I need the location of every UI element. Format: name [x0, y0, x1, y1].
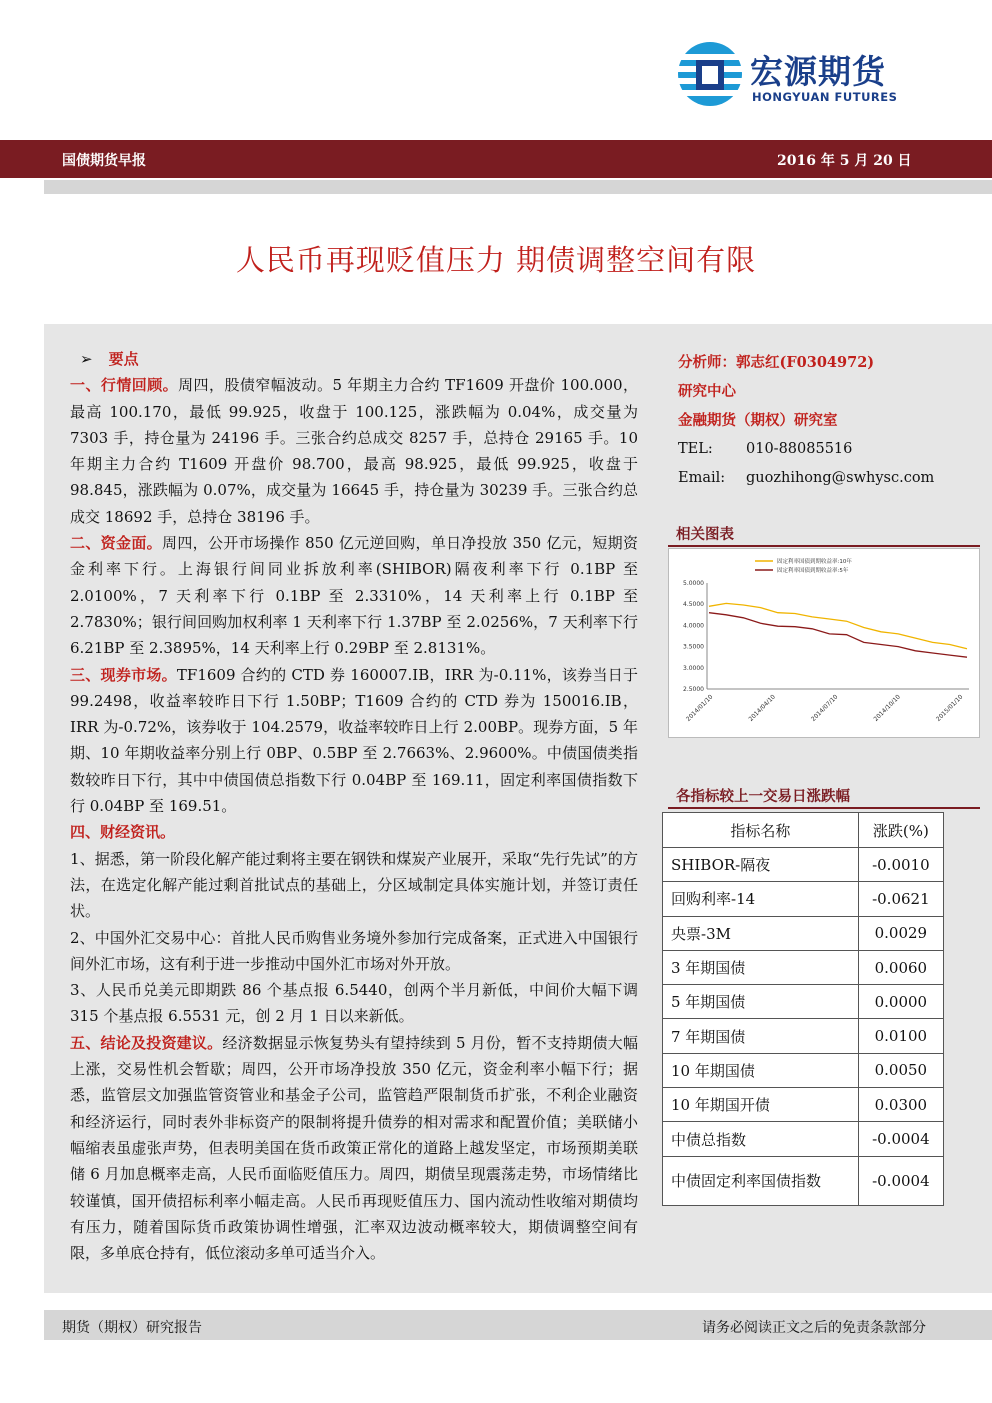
arrow-bullet-icon: ➢: [80, 350, 93, 368]
company-logo: [676, 40, 926, 110]
header-bar: [0, 140, 992, 178]
analyst-subdept: 金融期货（期权）研究室: [678, 412, 838, 429]
y-tick-label: 3.0000: [683, 664, 704, 672]
analyst-dept: 研究中心: [678, 383, 736, 400]
brand-name-cn: 宏源期货: [750, 52, 886, 91]
indicator-name: 5 年期国债: [663, 985, 859, 1019]
indicator-name: 10 年期国债: [663, 1053, 859, 1087]
y-tick-label: 2.5000: [683, 686, 704, 693]
footer-disclaimer: 请务必阅读正文之后的免责条款部分: [702, 1320, 926, 1336]
header-divider: [44, 180, 992, 194]
x-tick-label: 2014/04/10: [747, 693, 777, 723]
table-row: [663, 848, 944, 882]
table-row: [663, 1156, 944, 1205]
x-tick-label: 2015/01/10: [935, 693, 965, 723]
indicator-name: 中债总指数: [663, 1122, 859, 1156]
section-market-review: [70, 372, 638, 530]
y-tick-label: 4.0000: [683, 622, 704, 630]
indicator-name: 7 年期国债: [663, 1019, 859, 1053]
analyst-info: [678, 348, 978, 493]
indicator-change: 0.0029: [858, 916, 943, 950]
indicator-name: 10 年期国开债: [663, 1088, 859, 1122]
key-points-heading: [70, 346, 638, 372]
section-body: 经济数据显示恢复势头有望持续到 5 月份，暂不支持期债大幅上涨，交易性机会暂歇；周四，公开市场净投放 350 亿元，资金利率小幅下行；据悉，监管层文加强监管资管业和基金子公司，监管趋严限制货币扩张，不利企业融资和经济运行，同时表外非标资产的限制将提升债券的相对需求和配置价值；美联储小幅缩表虽虚张声势，但表明美国在货币政策正常化的道路上越发坚定，市场预期美联储 6 月加息概率走高，人民币面临贬值压力。周四，期债呈现震荡走势，市场情绪比较谨慎，国开债招标利率小幅走高。人民币再现贬值压力、国内流动性收缩对期债均有压力，随着国际货币政策协调性增强，汇率双边波动概率较大，期债调整空间有限，多单底仓持有，低位滚动多单可适当介入。: [70, 1033, 638, 1263]
tel-value: 010-88085516: [746, 441, 853, 457]
legend-label: 固定利率国债到期收益率:5年: [777, 568, 849, 574]
chart-canvas: [669, 549, 979, 737]
indicator-change: -0.0004: [858, 1156, 943, 1205]
y-tick-label: 4.5000: [683, 601, 704, 609]
indicator-name: 央票-3M: [663, 916, 859, 950]
analyst-name: 分析师：郭志红(F0304972): [678, 354, 875, 371]
indicator-change: 0.0060: [858, 950, 943, 984]
indicator-name: 3 年期国债: [663, 950, 859, 984]
table-box-header: [668, 785, 980, 809]
column-header: 涨跌(%): [858, 813, 943, 848]
main-text-column: [70, 346, 638, 1266]
tel-label: TEL:: [678, 441, 713, 457]
table-row: [663, 950, 944, 984]
logo-mark-icon: [676, 40, 744, 108]
indicator-change: 0.0300: [858, 1088, 943, 1122]
indicator-name: SHIBOR-隔夜: [663, 848, 859, 882]
brand-name-en: HONGYUAN FUTURES: [752, 90, 898, 104]
section-news-heading: [70, 819, 638, 845]
section-heading: 四、财经资讯。: [70, 823, 176, 842]
email-value: guozhihong@swhysc.com: [746, 470, 935, 486]
indicator-change: -0.0621: [858, 882, 943, 916]
analyst-tel: [678, 435, 978, 464]
indicator-name: 中债固定利率国债指数: [663, 1156, 859, 1205]
chart-box-title: 相关图表: [676, 526, 734, 543]
change-table: [662, 812, 944, 1206]
x-tick-label: 2014/07/10: [810, 693, 840, 723]
table-title: 各指标较上一交易日涨跌幅: [676, 788, 850, 805]
section-heading: 一、行情回顾。: [70, 376, 179, 395]
indicator-change: 0.0000: [858, 985, 943, 1019]
footer-left: 期货（期权）研究报告: [62, 1320, 202, 1336]
indicator-change: -0.0004: [858, 1122, 943, 1156]
analyst-email: [678, 464, 978, 493]
news-item: 1、据悉，第一阶段化解产能过剩将主要在钢铁和煤炭产业展开，采取“先行先试”的方法，在选定化解产能过剩首批试点的基础上，分区域制定具体实施计划，并签订责任状。: [70, 849, 638, 921]
table-row: [663, 985, 944, 1019]
x-tick-label: 2014/01/10: [685, 693, 715, 723]
section-heading: 三、现券市场。: [70, 665, 177, 684]
email-label: Email:: [678, 470, 726, 486]
news-item: 3、人民币兑美元即期跌 86 个基点报 6.5440，创两个半月新低，中间价大幅下调 315 个基点报 6.5531 元，创 2 月 1 日以来新低。: [70, 981, 638, 1026]
yield-chart: [668, 548, 980, 738]
news-item: 2、中国外汇交易中心：首批人民币购售业务境外参加行完成备案，正式进入中国银行间外汇市场，这有利于进一步推动中国外汇市场对外开放。: [70, 928, 638, 973]
table-row: [663, 1088, 944, 1122]
indicator-change: 0.0100: [858, 1019, 943, 1053]
chart-box-header: [668, 523, 980, 547]
section-conclusion: [70, 1030, 638, 1267]
legend-label: 固定利率国债到期收益率:10年: [777, 559, 852, 565]
table-row: [663, 1019, 944, 1053]
table-row: [663, 1053, 944, 1087]
indicator-change: 0.0050: [858, 1053, 943, 1087]
indicator-change: -0.0010: [858, 848, 943, 882]
section-body: 周四，公开市场操作 850 亿元逆回购，单日净投放 350 亿元，短期资金利率下行。上海银行间同业拆放利率(SHIBOR)隔夜利率下行 0.1BP 至 2.0100%，7 天利率下行 0.1BP 至 2.3310%，14 天利率上行 0.1BP 至 2.7830%；银行间回购加权利率 1 天利率下行 1.37BP 至 2.0256%，7 天利率下行 6.21BP 至 2.3895%，14 天利率上行 0.29BP 至 2.8131%。: [70, 534, 638, 658]
report-date: 2016 年 5 月 20 日: [777, 153, 912, 169]
table-row: [663, 916, 944, 950]
section-body: TF1609 合约的 CTD 券 160007.IB，IRR 为-0.11%，该券当日于 99.2498，收益率较昨日下行 1.50BP；T1609 合约的 CTD 券为 150016.IB，IRR 为-0.72%，该券收于 104.2579，收益率较昨日上行 2.00BP。现券方面，5 年期、10 年期收益率分别上行 0BP、0.5BP 至 2.7663%、2.9600%。中债国债类指数较昨日下行，其中中债国债总指数下行 0.04BP 至 169.11，固定利率国债指数下行 0.04BP 至 169.51。: [70, 665, 638, 816]
y-tick-label: 3.5000: [683, 643, 704, 651]
indicator-name: 回购利率-14: [663, 882, 859, 916]
key-points-label: 要点: [108, 350, 139, 368]
report-title: 人民币再现贬值压力 期债调整空间有限: [235, 243, 757, 277]
section-funding: [70, 530, 638, 661]
section-cash-bond: [70, 662, 638, 820]
series-line: [709, 613, 967, 658]
section-heading: 二、资金面。: [70, 534, 162, 553]
table-row: [663, 1122, 944, 1156]
section-body: 周四，股债窄幅波动。5 年期主力合约 TF1609 开盘价 100.000，最高 100.170，最低 99.925，收盘于 100.125，涨跌幅为 0.04%，成交量为 7303 手，持仓量为 24196 手。三张合约总成交 8257 手，总持仓 29165 手。10 年期主力合约 T1609 开盘价 98.700，最高 98.925，最低 99.925，收盘于 98.845，涨跌幅为 0.07%，成交量为 16645 手，持仓量为 30239 手。三张合约总成交 18692 手，总持仓 38196 手。: [70, 376, 638, 526]
report-type: 国债期货早报: [62, 153, 146, 169]
section-heading: 五、结论及投资建议。: [70, 1033, 223, 1052]
series-line: [709, 603, 967, 648]
column-header: 指标名称: [663, 813, 859, 848]
table-header-row: [663, 813, 944, 848]
page-footer: [44, 1310, 992, 1340]
x-tick-label: 2014/10/10: [872, 693, 902, 723]
table-row: [663, 882, 944, 916]
y-tick-label: 5.0000: [683, 580, 704, 587]
